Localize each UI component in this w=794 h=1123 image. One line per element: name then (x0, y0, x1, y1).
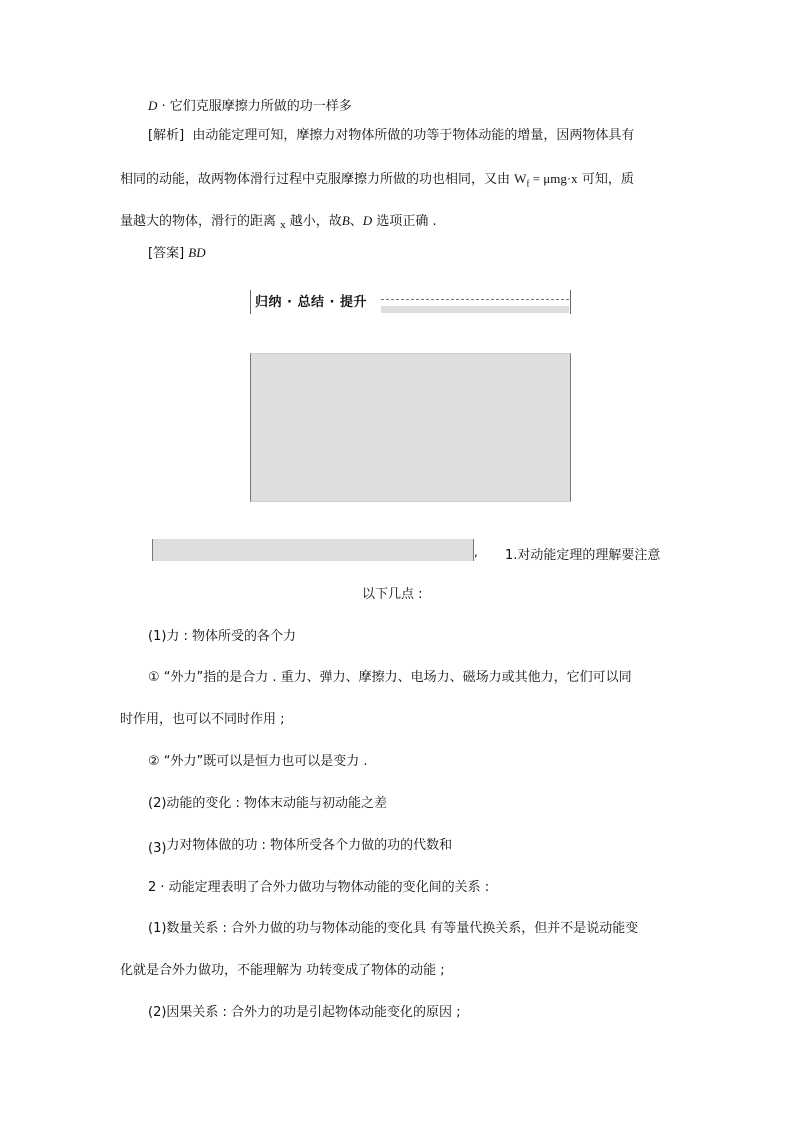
variable-x: x (280, 219, 286, 231)
option-d-letter: D (148, 98, 158, 113)
analysis-line-3 (120, 211, 437, 232)
banner-dashed-line (381, 299, 569, 300)
item-circle-1-line-2: 时作用，也可以不同时作用 ; (120, 712, 285, 727)
item-force: (1)力 : 物体所受的各个力 (148, 629, 297, 644)
answer-tag: [答案] (148, 246, 185, 261)
item-work (148, 836, 452, 856)
banner-title: 归纳 · 总结 · 提升 (255, 295, 367, 310)
point-1-heading-cont: 以下几点 : (362, 587, 423, 602)
point-2-quant-line-1: (1)数量关系 : 合外力做的功与物体动能的变化具 有等量代换关系，但并不是说动能变 (148, 921, 639, 936)
analysis-text-1: 由动能定理可知，摩擦力对物体所做的功等于物体动能的增量，因两物体具有 (192, 128, 635, 143)
formula: $W_f = \mu mg\cdot x$ (514, 171, 578, 189)
separator: 、 (349, 214, 363, 229)
analysis-text-3b: 越小，故 (289, 214, 342, 229)
section-banner (250, 290, 571, 314)
option-d (148, 96, 352, 117)
bar-comma: , (474, 545, 478, 559)
analysis-text-3c: 选项正确 . (376, 214, 437, 229)
point-2-causal: (2)因果关系 : 合外力的功是引起物体动能变化的原因 ; (148, 1005, 461, 1020)
point-1-heading: 1.对动能定理的理解要注意 (505, 548, 661, 563)
item-ke-change: (2)动能的变化 : 物体末动能与初动能之差 (148, 796, 388, 811)
analysis-text-2a: 相同的动能，故两物体滑行过程中克服摩擦力所做的功也相同，又由 (120, 172, 511, 187)
point-2-quant-line-2: 化就是合外力做功，不能理解为 功转变成了物体的动能 ; (120, 963, 445, 978)
answer-line (148, 243, 206, 264)
banner-left-rule (250, 290, 251, 314)
option-d-text: · 它们克服摩擦力所做的功一样多 (161, 99, 352, 114)
option-b-ref: B (341, 213, 350, 228)
point-2-heading: 2 · 动能定理表明了合外力做功与物体动能的变化间的关系 : (148, 880, 490, 895)
answer-value: BD (188, 245, 206, 260)
banner-gray-band (381, 306, 569, 313)
analysis-line-2 (120, 169, 634, 194)
inline-placeholder-bar (152, 539, 474, 561)
analysis-tag: [解析] (148, 128, 185, 143)
analysis-text-2b: 可知，质 (581, 172, 634, 187)
option-d-ref: D (362, 213, 373, 228)
item-circle-2: ② “外力”既可以是恒力也可以是变力 . (148, 754, 368, 769)
image-placeholder-box (250, 353, 571, 502)
analysis-text-3a: 量越大的物体，滑行的距离 (120, 214, 277, 229)
banner-right-rule (570, 290, 571, 314)
analysis-line-1 (148, 126, 634, 146)
item-work-text: 力对物体做的功 : 物体所受各个力做的功的代数和 (166, 838, 453, 853)
item-work-prefix: (3) (148, 841, 167, 856)
item-circle-1-line-1: ① “外力”指的是合力 . 重力、弹力、摩擦力、电场力、磁场力或其他力，它们可以同 (148, 670, 632, 685)
